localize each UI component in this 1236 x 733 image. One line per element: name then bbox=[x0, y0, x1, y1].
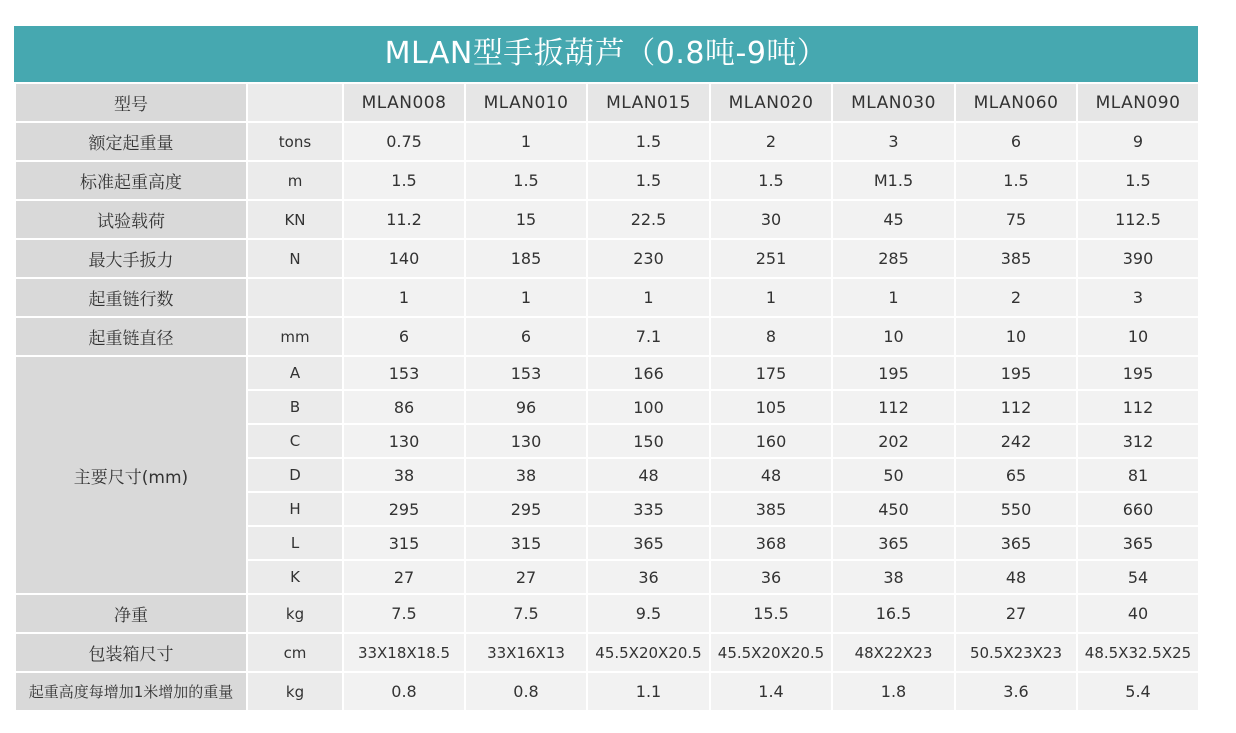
dimension-value: 295 bbox=[343, 492, 465, 526]
dimension-code: A bbox=[247, 356, 343, 390]
dimension-value: 65 bbox=[955, 458, 1077, 492]
dimension-value: 27 bbox=[343, 560, 465, 594]
dimension-value: 315 bbox=[465, 526, 587, 560]
spec-row bbox=[15, 122, 1199, 161]
spec-value: 1.5 bbox=[587, 161, 710, 200]
dimension-value: 385 bbox=[710, 492, 832, 526]
spec-value: 285 bbox=[832, 239, 955, 278]
dimension-value: 38 bbox=[832, 560, 955, 594]
spec-row bbox=[15, 672, 1199, 711]
dimension-value: 450 bbox=[832, 492, 955, 526]
spec-unit: KN bbox=[247, 200, 343, 239]
spec-label: 额定起重量 bbox=[15, 122, 247, 161]
dimension-value: 38 bbox=[465, 458, 587, 492]
spec-label: 净重 bbox=[15, 594, 247, 633]
spec-value: 251 bbox=[710, 239, 832, 278]
spec-value: 1.5 bbox=[343, 161, 465, 200]
spec-value: 3 bbox=[1077, 278, 1199, 317]
dimension-value: 365 bbox=[1077, 526, 1199, 560]
dimension-value: 153 bbox=[465, 356, 587, 390]
spec-row bbox=[15, 317, 1199, 356]
spec-value: 390 bbox=[1077, 239, 1199, 278]
spec-value: 75 bbox=[955, 200, 1077, 239]
spec-label: 起重链行数 bbox=[15, 278, 247, 317]
spec-unit: N bbox=[247, 239, 343, 278]
unit-header-cell bbox=[247, 83, 343, 122]
dimension-value: 368 bbox=[710, 526, 832, 560]
dimension-value: 312 bbox=[1077, 424, 1199, 458]
spec-value: 7.5 bbox=[465, 594, 587, 633]
model-name-cell: MLAN090 bbox=[1077, 83, 1199, 122]
dimension-value: 335 bbox=[587, 492, 710, 526]
spec-value: 33X16X13 bbox=[465, 633, 587, 672]
dimension-value: 130 bbox=[465, 424, 587, 458]
dimension-code: D bbox=[247, 458, 343, 492]
dimension-value: 242 bbox=[955, 424, 1077, 458]
dimension-value: 175 bbox=[710, 356, 832, 390]
spec-value: 9 bbox=[1077, 122, 1199, 161]
dimension-value: 81 bbox=[1077, 458, 1199, 492]
dimension-value: 130 bbox=[343, 424, 465, 458]
spec-label: 标准起重高度 bbox=[15, 161, 247, 200]
spec-value: 1 bbox=[465, 278, 587, 317]
spec-value: 48.5X32.5X25 bbox=[1077, 633, 1199, 672]
spec-value: 15.5 bbox=[710, 594, 832, 633]
dimension-value: 153 bbox=[343, 356, 465, 390]
dimension-value: 160 bbox=[710, 424, 832, 458]
dimension-code: B bbox=[247, 390, 343, 424]
dimension-value: 48 bbox=[955, 560, 1077, 594]
spec-value: 8 bbox=[710, 317, 832, 356]
spec-value: 1.8 bbox=[832, 672, 955, 711]
spec-value: 1.5 bbox=[587, 122, 710, 161]
dimension-value: 96 bbox=[465, 390, 587, 424]
dimension-value: 27 bbox=[465, 560, 587, 594]
dimension-value: 195 bbox=[832, 356, 955, 390]
dimension-value: 36 bbox=[587, 560, 710, 594]
spec-value: 1 bbox=[710, 278, 832, 317]
spec-label: 起重高度每增加1米增加的重量 bbox=[15, 672, 247, 711]
spec-value: 1.1 bbox=[587, 672, 710, 711]
spec-value: 1.5 bbox=[1077, 161, 1199, 200]
spec-value: 11.2 bbox=[343, 200, 465, 239]
dimension-value: 105 bbox=[710, 390, 832, 424]
spec-unit: mm bbox=[247, 317, 343, 356]
spec-unit: m bbox=[247, 161, 343, 200]
dimension-value: 112 bbox=[1077, 390, 1199, 424]
spec-value: 45.5X20X20.5 bbox=[710, 633, 832, 672]
spec-unit: kg bbox=[247, 672, 343, 711]
model-name-cell: MLAN060 bbox=[955, 83, 1077, 122]
spec-value: 1.5 bbox=[710, 161, 832, 200]
dimension-value: 315 bbox=[343, 526, 465, 560]
spec-unit: kg bbox=[247, 594, 343, 633]
spec-value: 112.5 bbox=[1077, 200, 1199, 239]
model-header-label: 型号 bbox=[15, 83, 247, 122]
dimension-row bbox=[15, 356, 1199, 390]
spec-table bbox=[14, 82, 1200, 712]
spec-value: 48X22X23 bbox=[832, 633, 955, 672]
spec-value: 22.5 bbox=[587, 200, 710, 239]
dimension-code: H bbox=[247, 492, 343, 526]
spec-value: 45.5X20X20.5 bbox=[587, 633, 710, 672]
spec-row bbox=[15, 633, 1199, 672]
spec-sheet bbox=[14, 26, 1198, 712]
spec-value: 0.75 bbox=[343, 122, 465, 161]
dimension-value: 660 bbox=[1077, 492, 1199, 526]
spec-row bbox=[15, 161, 1199, 200]
dimension-value: 166 bbox=[587, 356, 710, 390]
spec-value: 1.4 bbox=[710, 672, 832, 711]
table-title: MLAN型手扳葫芦（0.8吨-9吨） bbox=[14, 26, 1198, 82]
spec-value: 30 bbox=[710, 200, 832, 239]
spec-value: 1 bbox=[832, 278, 955, 317]
spec-value: 0.8 bbox=[343, 672, 465, 711]
spec-value: 1 bbox=[343, 278, 465, 317]
dimension-value: 550 bbox=[955, 492, 1077, 526]
spec-value: M1.5 bbox=[832, 161, 955, 200]
model-name-cell: MLAN010 bbox=[465, 83, 587, 122]
spec-table-body bbox=[15, 83, 1199, 711]
spec-label: 包装箱尺寸 bbox=[15, 633, 247, 672]
dimension-value: 195 bbox=[955, 356, 1077, 390]
spec-value: 185 bbox=[465, 239, 587, 278]
model-name-cell: MLAN008 bbox=[343, 83, 465, 122]
dimension-code: L bbox=[247, 526, 343, 560]
dimension-code: K bbox=[247, 560, 343, 594]
dimension-value: 86 bbox=[343, 390, 465, 424]
spec-row bbox=[15, 594, 1199, 633]
dimension-value: 50 bbox=[832, 458, 955, 492]
spec-value: 7.1 bbox=[587, 317, 710, 356]
dimension-value: 112 bbox=[955, 390, 1077, 424]
model-name-cell: MLAN020 bbox=[710, 83, 832, 122]
spec-row bbox=[15, 278, 1199, 317]
spec-value: 2 bbox=[955, 278, 1077, 317]
spec-value: 45 bbox=[832, 200, 955, 239]
spec-value: 5.4 bbox=[1077, 672, 1199, 711]
spec-value: 50.5X23X23 bbox=[955, 633, 1077, 672]
spec-value: 6 bbox=[343, 317, 465, 356]
spec-value: 1 bbox=[587, 278, 710, 317]
dimension-value: 112 bbox=[832, 390, 955, 424]
dimension-value: 365 bbox=[832, 526, 955, 560]
spec-value: 0.8 bbox=[465, 672, 587, 711]
spec-value: 140 bbox=[343, 239, 465, 278]
dimension-value: 48 bbox=[710, 458, 832, 492]
spec-value: 10 bbox=[832, 317, 955, 356]
spec-unit: cm bbox=[247, 633, 343, 672]
spec-value: 33X18X18.5 bbox=[343, 633, 465, 672]
spec-value: 9.5 bbox=[587, 594, 710, 633]
spec-value: 230 bbox=[587, 239, 710, 278]
spec-value: 7.5 bbox=[343, 594, 465, 633]
spec-value: 16.5 bbox=[832, 594, 955, 633]
dimension-value: 202 bbox=[832, 424, 955, 458]
spec-row bbox=[15, 200, 1199, 239]
spec-value: 3 bbox=[832, 122, 955, 161]
dimension-code: C bbox=[247, 424, 343, 458]
spec-value: 40 bbox=[1077, 594, 1199, 633]
header-row bbox=[15, 83, 1199, 122]
dimension-value: 295 bbox=[465, 492, 587, 526]
dimension-value: 150 bbox=[587, 424, 710, 458]
spec-value: 10 bbox=[955, 317, 1077, 356]
dimension-value: 100 bbox=[587, 390, 710, 424]
spec-value: 385 bbox=[955, 239, 1077, 278]
spec-value: 1.5 bbox=[955, 161, 1077, 200]
spec-value: 27 bbox=[955, 594, 1077, 633]
spec-value: 1 bbox=[465, 122, 587, 161]
dimension-value: 365 bbox=[955, 526, 1077, 560]
spec-unit: tons bbox=[247, 122, 343, 161]
spec-label: 最大手扳力 bbox=[15, 239, 247, 278]
dimension-value: 48 bbox=[587, 458, 710, 492]
model-name-cell: MLAN030 bbox=[832, 83, 955, 122]
spec-value: 3.6 bbox=[955, 672, 1077, 711]
spec-value: 2 bbox=[710, 122, 832, 161]
spec-value: 6 bbox=[955, 122, 1077, 161]
dimension-value: 365 bbox=[587, 526, 710, 560]
model-name-cell: MLAN015 bbox=[587, 83, 710, 122]
spec-value: 10 bbox=[1077, 317, 1199, 356]
spec-row bbox=[15, 239, 1199, 278]
dimension-value: 54 bbox=[1077, 560, 1199, 594]
dimension-group-label: 主要尺寸(mm) bbox=[15, 356, 247, 594]
spec-value: 1.5 bbox=[465, 161, 587, 200]
dimension-value: 38 bbox=[343, 458, 465, 492]
spec-unit bbox=[247, 278, 343, 317]
spec-label: 起重链直径 bbox=[15, 317, 247, 356]
spec-value: 6 bbox=[465, 317, 587, 356]
spec-label: 试验载荷 bbox=[15, 200, 247, 239]
dimension-value: 36 bbox=[710, 560, 832, 594]
dimension-value: 195 bbox=[1077, 356, 1199, 390]
spec-value: 15 bbox=[465, 200, 587, 239]
